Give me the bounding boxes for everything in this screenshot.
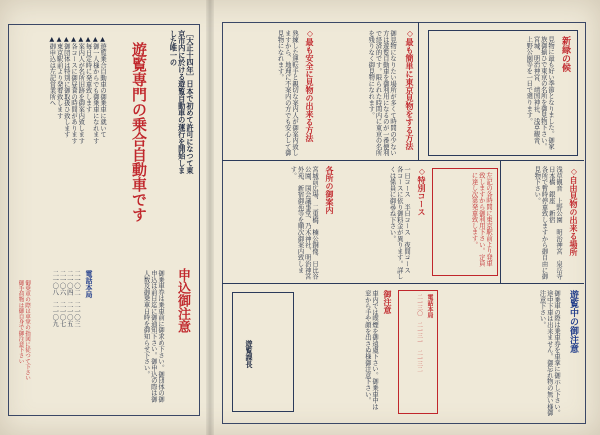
free-sight-text: 浅草観音 上野公園 明治神宮 泉岳寺 日本橋 銀座 新宿 各所で暫時停車致しますから御自由に御見物下さい。 bbox=[533, 166, 562, 280]
course-heading: ◇特別コース bbox=[417, 166, 427, 216]
season-heading: 新緑の候 bbox=[560, 36, 570, 72]
intro-text: ［大正十四年］日本で初めて許可になつて東京市内に於ける遊覧自動車の運行を開始しました唯一の bbox=[169, 30, 195, 174]
places-text: 宮城前広場、二重橋、楠公銅像、日比谷公園、国会議事堂、乃木神社、明治神宮外苑、新宿御苑等を順次御案内致します。 bbox=[289, 166, 318, 280]
red-notice-text: 左記の各時間に東京駅前より発車致しますから御利用下さい。定員に達し次第発車致します。 bbox=[470, 172, 492, 267]
apply-heading: 申込御注意 bbox=[175, 268, 190, 333]
office-text: 二一三〇 二一三一 二一三二 bbox=[416, 294, 422, 373]
side-notes: 御乗車の際は車掌の指図に従つて下さい 御手荷物は御自身で御注意下さい bbox=[17, 280, 30, 381]
bottom-text: 御乗車の際は乗車券を車掌に御示し下さい。途中下車は出来ません。御忘れ物の無い様御注意下さい。 bbox=[538, 290, 560, 416]
service-list: ▲遊覧乗合自動車の御乗車に就いて ▲御一人様からでも御乗車になれます ▲毎日定時に発車致します ▲案内人が名所旧跡を御案内致します ▲各コースに御昼食の時間があります ▲御団体は特別に御取扱ひ致します ▲東京駅前より発着致します ▲御申込は左記営業所へ bbox=[48, 36, 106, 144]
free-sight-heading: ◇自由見物の出来る場所 bbox=[569, 166, 579, 256]
season-text: 見物に最も好い季節となりました。御家族御揃ひで東京の名所を御見物下さい。宮城、明治神宮、靖国神社、浅草観音、上野公園等を一日で廻ります。 bbox=[525, 36, 554, 150]
center-fold bbox=[206, 0, 214, 435]
rule-mid-1 bbox=[222, 160, 584, 161]
caution-text: 車内では喫煙を御遠慮下さい。御乗車中は窓から手や顔を出さぬ様御注意下さい。 bbox=[363, 290, 378, 410]
rule-mid-2 bbox=[222, 283, 584, 284]
section1b-heading: ◇最も安全に見物の出来る方法 bbox=[305, 28, 315, 142]
rule-v-2 bbox=[500, 160, 501, 283]
phones-label: 電話本局 bbox=[85, 270, 94, 298]
caution-heading: 御注意 bbox=[383, 290, 393, 314]
section1-heading: ◇最も簡単に東京見物をする方法 bbox=[405, 28, 415, 150]
apply-text: 御乗車券は乗車前に御求め下さい。御団体の御申込は前日迄に御通知下さい。御申込の際は御人数及御乗車日時を御知らせ下さい。 bbox=[142, 270, 164, 403]
section1-text: 御見物になりたい場所が多くて時間の少ない方は遊覧自動車を御利用になるのが一番便利で経済的です。限られた時間内に東京の名所を残りなく御見物になれます。 bbox=[367, 30, 396, 156]
office-label: 電話本局 bbox=[426, 294, 433, 318]
course-text: 一日コース 半日コース 夜間コース 各コースに依り御料金が異ります。詳しくは係員に御尋ね下さい。 bbox=[388, 166, 410, 280]
rule-v-1 bbox=[418, 22, 419, 160]
slogan-heading: 遊覧専門の乗合自動車です bbox=[130, 42, 148, 222]
places-heading: 各所の御案内 bbox=[325, 166, 335, 214]
signoff: 遊覧課長 bbox=[245, 340, 254, 368]
bottom-heading: 遊覧中の御注意 bbox=[568, 290, 578, 353]
section1b-text: 熟練した運転手と親切な案内人が御案内致しますから、地理に不案内の方でも安心して御見物になれます。 bbox=[276, 30, 298, 156]
phone-numbers: 二一〇二 二一〇三 二一〇四 二一〇五 二一〇六 二一〇七 二一〇八 二一〇九 bbox=[51, 270, 80, 327]
